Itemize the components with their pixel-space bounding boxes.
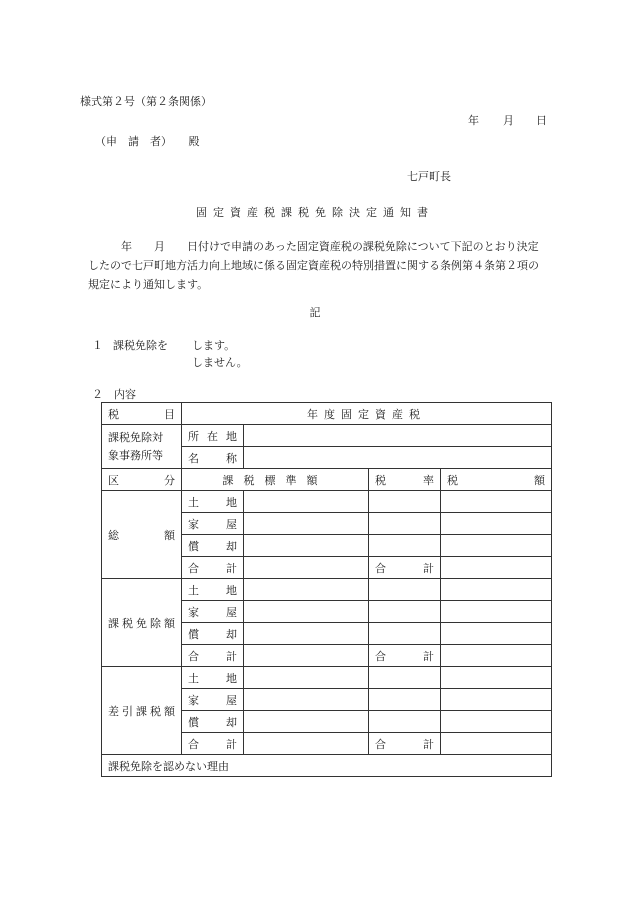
cell-standard[interactable] xyxy=(244,733,369,755)
row-sum: 合計 xyxy=(182,733,244,755)
cell-rate[interactable] xyxy=(369,711,441,733)
denial-reason-field[interactable] xyxy=(102,755,552,777)
cell-standard[interactable] xyxy=(244,667,369,689)
document-title: 固定資産税課税免除決定通知書 xyxy=(196,206,434,219)
row-sum: 合計 xyxy=(182,645,244,667)
category-header: 区 分 xyxy=(102,469,182,491)
cell-rate[interactable] xyxy=(369,623,441,645)
tax-value: 年度固定資産税 xyxy=(182,403,552,425)
notice-body: 年 月 日付けで申請のあった固定資産税の課税免除について下記のとおり決定したので七戸町地方活力向上地域に係る固定資産税の特別措置に関する条例第４条第２項の規定により通知します。 xyxy=(88,240,539,291)
cell-amount[interactable] xyxy=(441,491,552,513)
cell-standard[interactable] xyxy=(244,513,369,535)
cell-amount[interactable] xyxy=(441,557,552,579)
cell-standard[interactable] xyxy=(244,535,369,557)
row-land: 土地 xyxy=(182,491,244,513)
group-total: 総額 xyxy=(102,491,182,579)
cell-amount[interactable] xyxy=(441,601,552,623)
subtotal-label: 合計 xyxy=(369,557,441,579)
row-land: 土地 xyxy=(182,667,244,689)
recipient-line: （申 請 者） 殿 xyxy=(95,135,200,148)
cell-rate[interactable] xyxy=(369,689,441,711)
cell-amount[interactable] xyxy=(441,645,552,667)
row-house: 家屋 xyxy=(182,513,244,535)
cell-amount[interactable] xyxy=(441,513,552,535)
date-year: 年 xyxy=(468,114,479,127)
cell-standard[interactable] xyxy=(244,601,369,623)
ki-heading: 記 xyxy=(309,306,321,319)
item1-number: １ xyxy=(92,339,103,352)
name-value[interactable] xyxy=(244,447,552,469)
amount-header: 税額 xyxy=(441,469,552,491)
cell-standard[interactable] xyxy=(244,623,369,645)
item1-option-deny: しません。 xyxy=(192,356,248,369)
cell-rate[interactable] xyxy=(369,601,441,623)
row-depreciable: 償却 xyxy=(182,623,244,645)
row-depreciable: 償却 xyxy=(182,535,244,557)
cell-rate[interactable] xyxy=(369,491,441,513)
cell-rate[interactable] xyxy=(369,667,441,689)
group-exemption: 課税免除額 xyxy=(102,579,182,667)
cell-amount[interactable] xyxy=(441,579,552,601)
cell-rate[interactable] xyxy=(369,579,441,601)
group-net: 差引課税額 xyxy=(102,667,182,755)
item1-label: 課税免除を xyxy=(113,339,168,352)
cell-rate[interactable] xyxy=(369,513,441,535)
row-land: 土地 xyxy=(182,579,244,601)
name-label: 名 称 xyxy=(182,447,244,469)
subtotal-label: 合計 xyxy=(369,645,441,667)
cell-standard[interactable] xyxy=(244,491,369,513)
location-value[interactable] xyxy=(244,425,552,447)
cell-amount[interactable] xyxy=(441,667,552,689)
cell-amount[interactable] xyxy=(441,535,552,557)
cell-amount[interactable] xyxy=(441,733,552,755)
cell-amount[interactable] xyxy=(441,711,552,733)
row-house: 家屋 xyxy=(182,689,244,711)
rate-header: 税率 xyxy=(369,469,441,491)
target-label xyxy=(102,425,182,469)
item1-option-grant: します。 xyxy=(192,339,236,352)
cell-standard[interactable] xyxy=(244,711,369,733)
row-sum: 合計 xyxy=(182,557,244,579)
row-depreciable: 償却 xyxy=(182,711,244,733)
subtotal-label: 合計 xyxy=(369,733,441,755)
cell-standard[interactable] xyxy=(244,645,369,667)
cell-amount[interactable] xyxy=(441,623,552,645)
tax-label: 税 目 xyxy=(102,403,182,425)
exemption-table xyxy=(101,402,552,777)
form-number-label: 様式第２号（第２条関係） xyxy=(80,95,212,108)
target-label-line1: 課税免除対 xyxy=(108,430,163,444)
standard-header: 課税標準額 xyxy=(182,469,369,491)
item2-heading: ２ 内容 xyxy=(92,388,136,401)
cell-amount[interactable] xyxy=(441,689,552,711)
denial-reason-label: 課税免除を認めない理由 xyxy=(108,759,229,773)
issuer-name: 七戸町長 xyxy=(407,170,451,183)
cell-standard[interactable] xyxy=(244,689,369,711)
cell-rate[interactable] xyxy=(369,535,441,557)
cell-standard[interactable] xyxy=(244,557,369,579)
location-label: 所在地 xyxy=(182,425,244,447)
date-day: 日 xyxy=(536,114,547,127)
date-month: 月 xyxy=(503,114,514,127)
cell-standard[interactable] xyxy=(244,579,369,601)
target-label-line2: 象事務所等 xyxy=(108,448,163,462)
row-house: 家屋 xyxy=(182,601,244,623)
